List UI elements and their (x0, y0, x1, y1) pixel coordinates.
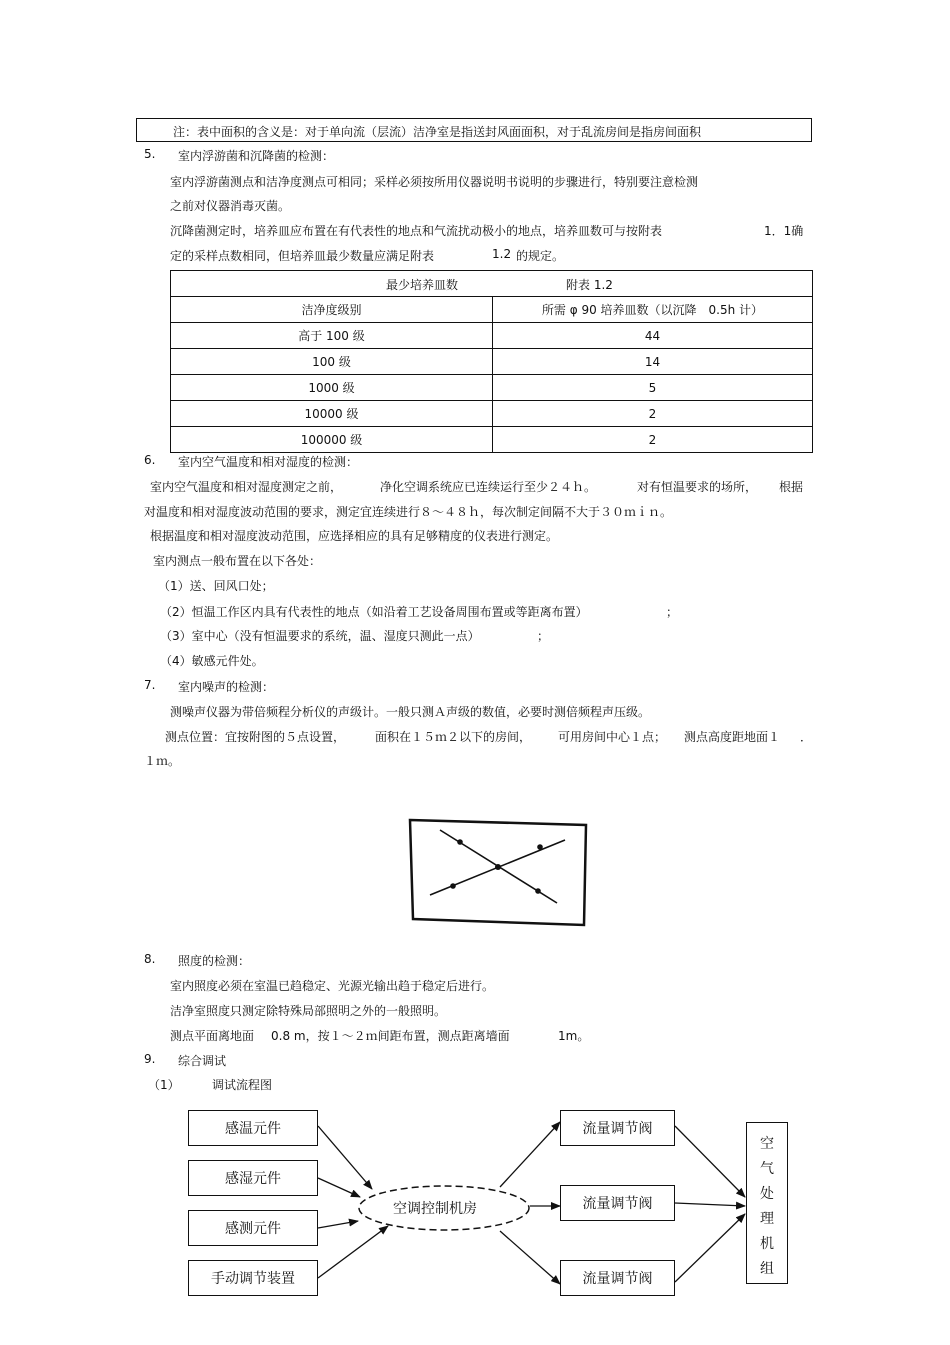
table-row (171, 323, 813, 349)
section-7-number: 7. (144, 678, 156, 692)
section-5-title: 室内浮游菌和沉降菌的检测： (178, 149, 335, 163)
table-row (171, 375, 813, 401)
section-7-para2-a: 测点位置：宜按附图的５点设置， (165, 730, 346, 744)
flow-valve-2: 流量调节阀 (560, 1185, 675, 1221)
flow-valve-1: 流量调节阀 (560, 1110, 675, 1146)
section-6-line2: 对温度和相对湿度波动范围的要求，测定宜连续进行８～４８ｈ，每次制定间隔不大于３０ｍｉｎ。 (144, 505, 673, 519)
table-title: 最少培养皿数 (386, 278, 459, 292)
table-row (171, 427, 813, 453)
section-9-number: 9. (144, 1052, 156, 1066)
room-outline (410, 820, 586, 925)
control-room-label: 空调控制机房 (393, 1201, 477, 1217)
section-7-para2-c: 可用房间中心１点； (558, 730, 667, 744)
section-5-para1-line1: 室内浮游菌测点和洁净度测点可相同；采样必须按所用仪器说明书说明的步骤进行，特别要注意检测 (170, 175, 699, 189)
culture-dish-table (170, 270, 813, 453)
section-5-para2-ref: 1．1确 (764, 224, 804, 238)
measuring-point (535, 888, 541, 894)
section-5-para2-line1: 沉降菌测定时，培养皿应布置在有代表性的地点和气流扰动极小的地点，培养皿数可与按附表 (170, 224, 663, 238)
section-7-para3: １ｍ。 (144, 754, 181, 768)
section-6-item2-end: ； (666, 605, 679, 619)
measuring-point (537, 844, 543, 850)
section-6-item3-end: ； (537, 629, 550, 643)
section-7-title: 室内噪声的检测： (178, 680, 275, 694)
temp-sensor-box: 感温元件 (188, 1110, 318, 1146)
cell-count: 2 (493, 401, 813, 427)
section-6-item2: （2）恒温工作区内具有代表性的地点（如沿着工艺设备周围布置或等距离布置） (160, 605, 588, 619)
section-6-title: 室内空气温度和相对湿度的检测： (178, 455, 359, 469)
section-6-item1: （1）送、回风口处； (158, 579, 274, 593)
unit-char: 处 (760, 1186, 774, 1202)
sensing-element-box: 感测元件 (188, 1210, 318, 1246)
section-5-para2-ref2: 1.2 (492, 247, 512, 261)
header-cleanliness: 洁净度级别 (171, 297, 493, 323)
section-9-title: 综合调试 (178, 1054, 227, 1068)
unit-char: 组 (760, 1261, 774, 1277)
arrow-valve3-to-unit (675, 1214, 745, 1282)
section-8-para1: 室内照度必须在室温已趋稳定、光源光输出趋于稳定后进行。 (170, 979, 495, 993)
table-note: 注：表中面积的含义是：对于单向流（层流）洁净室是指送封风面面积，对于乱流房间是指房间面积 (173, 125, 702, 139)
cell-count: 44 (493, 323, 813, 349)
arrow-humid-to-control (318, 1178, 360, 1197)
section-9-sub-number: （1） (148, 1078, 180, 1092)
table-row (171, 349, 813, 375)
cell-class: 100 级 (171, 349, 493, 375)
table-header-row (171, 297, 813, 323)
section-8-para3-b: 0.8 m，按１～２ｍ间距布置，测点距离墙面 (271, 1029, 510, 1043)
cell-class: 100000 级 (171, 427, 493, 453)
section-6-number: 6. (144, 453, 156, 467)
measuring-point-center (495, 864, 501, 870)
section-5-para1-line2: 之前对仪器消毒灭菌。 (170, 199, 291, 213)
section-6-item4: （4）敏感元件处。 (160, 654, 264, 668)
arrow-sensor-to-control (318, 1221, 358, 1228)
section-6-line1-c: 对有恒温要求的场所， (637, 480, 758, 494)
table-note-box (136, 118, 812, 142)
section-7-para1: 测噪声仪器为带倍频程分析仪的声级计。一般只测Ａ声级的数值，必要时测倍频程声压级。 (170, 705, 651, 719)
unit-char: 理 (760, 1211, 774, 1227)
humidity-sensor-box: 感湿元件 (188, 1160, 318, 1196)
flow-valve-3: 流量调节阀 (560, 1260, 675, 1296)
arrow-temp-to-control (318, 1126, 372, 1189)
arrow-manual-to-control (318, 1226, 388, 1278)
cell-count: 2 (493, 427, 813, 453)
table-title-row (171, 271, 813, 297)
cell-class: 1000 级 (171, 375, 493, 401)
section-7-para2-b: 面积在１５ｍ２以下的房间， (375, 730, 532, 744)
section-6-line1-d: 根据 (779, 480, 804, 494)
section-9-sub-title: 调试流程图 (212, 1078, 273, 1092)
cell-count: 14 (493, 349, 813, 375)
unit-char: 机 (760, 1236, 774, 1252)
noise-measuring-points-figure (405, 785, 595, 935)
section-5-para2-end: 的规定。 (516, 249, 565, 263)
table-row (171, 401, 813, 427)
section-8-para2: 洁净室照度只测定除特殊局部照明之外的一般照明。 (170, 1004, 447, 1018)
section-6-line3: 根据温度和相对湿度波动范围，应选择相应的具有足够精度的仪表进行测定。 (150, 529, 559, 543)
header-dish-count: 所需 φ 90 培养皿数（以沉降 0.5h 计） (493, 297, 813, 323)
table-ref: 附表 1.2 (566, 278, 613, 292)
section-5-number: 5. (144, 147, 156, 161)
manual-adjust-box: 手动调节装置 (188, 1260, 318, 1296)
cell-count: 5 (493, 375, 813, 401)
arrow-control-to-valve1 (500, 1122, 560, 1187)
unit-char: 空 (760, 1136, 774, 1152)
section-6-line1-a: 室内空气温度和相对湿度测定之前， (150, 480, 343, 494)
measuring-point (450, 883, 456, 889)
section-7-para2-d: 测点高度距地面１ (684, 730, 781, 744)
measuring-point (457, 839, 463, 845)
section-6-line4: 室内测点一般布置在以下各处： (153, 554, 322, 568)
arrow-control-to-valve3 (500, 1231, 560, 1284)
section-8-para3-c: 1m。 (558, 1029, 590, 1043)
arrow-valve1-to-unit (675, 1126, 745, 1197)
section-7-para2-e: ． (800, 730, 813, 744)
section-6-item3: （3）室中心（没有恒温要求的系统，温、湿度只测此一点） (160, 629, 480, 643)
cell-class: 10000 级 (171, 401, 493, 427)
section-8-para3-a: 测点平面离地面 (170, 1029, 255, 1043)
unit-char: 气 (760, 1161, 774, 1177)
section-8-title: 照度的检测： (178, 954, 251, 968)
section-6-line1-b: 净化空调系统应已连续运行至少２４ｈ。 (380, 480, 597, 494)
air-handling-unit-box (746, 1122, 788, 1284)
section-8-number: 8. (144, 952, 156, 966)
arrow-valve2-to-unit (675, 1203, 745, 1206)
section-5-para2-line2: 定的采样点数相同，但培养皿最少数量应满足附表 (170, 249, 435, 263)
cell-class: 高于 100 级 (171, 323, 493, 349)
